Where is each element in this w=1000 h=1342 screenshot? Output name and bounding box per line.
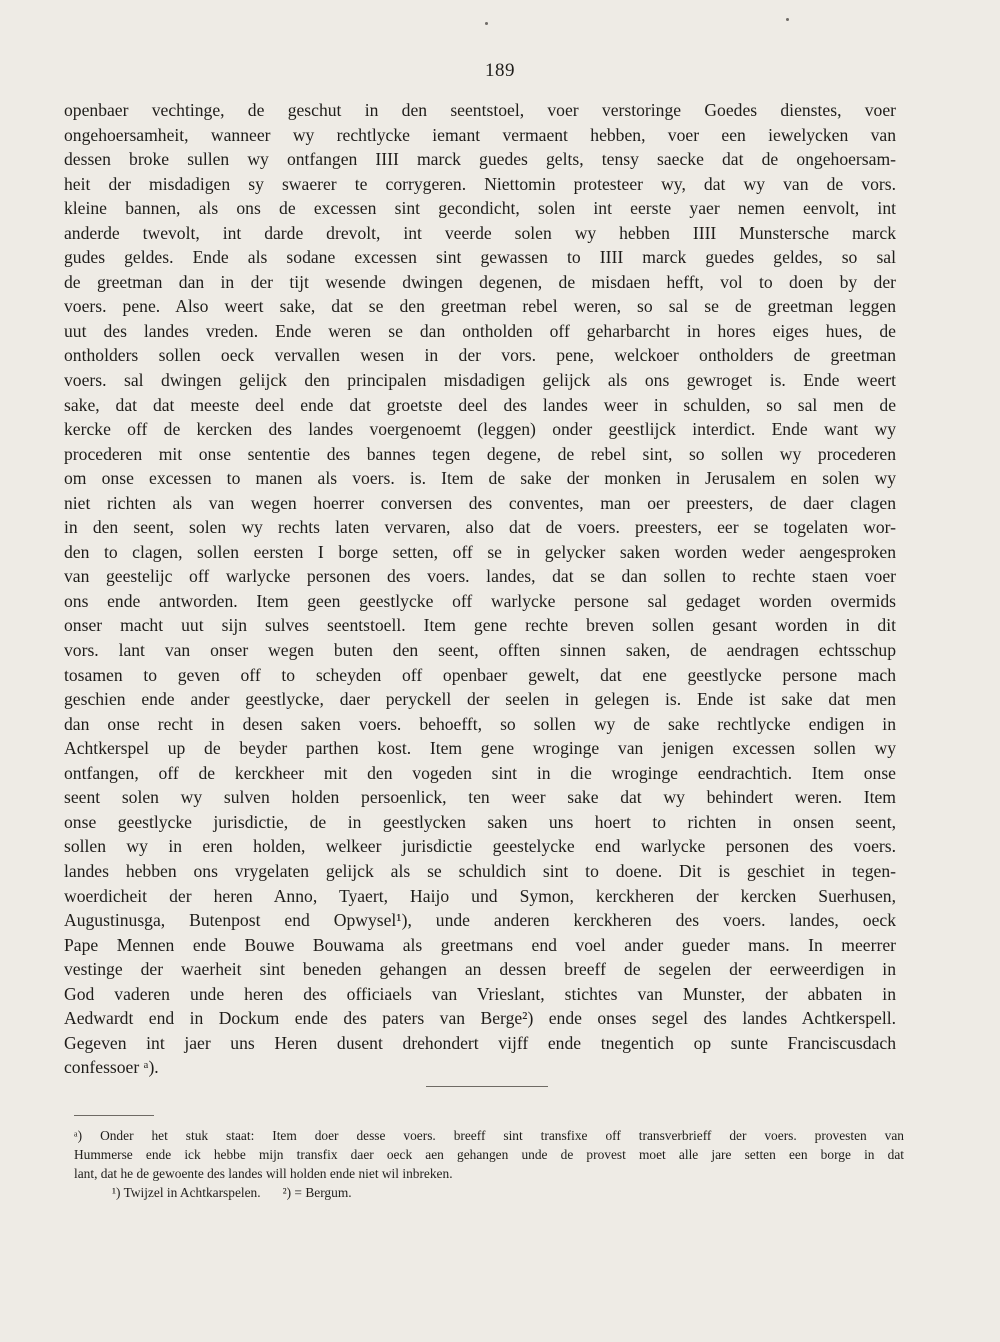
text-line: voers. pene. Also weert sake, dat se den greetman rebel weren, so sal se de greetman leggen: [64, 296, 896, 317]
text-line: uut des landes vreden. Ende weren se dan ontholden off geharbarcht in hores eiges hues, de: [64, 320, 896, 341]
text-line: confessoer ᵃ).: [64, 1057, 159, 1078]
text-line: landes hebben ons vrygelaten gelijck als se schuldich sint to doene. Dit is geschiet in tegen-: [64, 860, 896, 881]
text-line: gudes geldes. Ende als sodane excessen sint gewassen to IIII marck guedes geldes, so sal: [64, 247, 896, 268]
text-line: ontholders sollen oeck vervallen wesen in der vors. pene, welckoer ontholders de greetman: [64, 345, 896, 366]
text-line: kercke off de kercken des landes voergenoemt (leggen) onder geestlijck interdict. Ende want wy: [64, 419, 896, 440]
printing-speck: [485, 22, 488, 25]
printing-speck: [786, 18, 789, 21]
footnote-divider: [74, 1115, 154, 1116]
text-line: woerdicheit der heren Anno, Tyaert, Haijo und Symon, kerckheren der kercken Suerhusen,: [64, 885, 896, 906]
text-line: de greetman dan in der tijt wesende dwingen degenen, de misdaen hefft, vol to doen by der: [64, 271, 896, 292]
text-line: niet richten als van wegen hoerrer conversen des conventes, man oer preesters, de daer clagen: [64, 492, 896, 513]
text-line: dan onse recht in desen saken voers. behoefft, so sollen wy de sake rechtlycke endigen in: [64, 713, 896, 734]
text-line: Aedwardt end in Dockum ende des paters van Berge²) ende onses segel des landes Achtkerspell.: [64, 1008, 896, 1029]
text-line: procederen mit onse sententie des bannes tegen degene, de rebel sint, so sollen wy procederen: [64, 443, 896, 464]
text-line: Pape Mennen ende Bouwe Bouwama als greetmans end voel ander gueder mans. In meerrer: [64, 934, 896, 955]
text-line: heit der misdadigen sy swaerer te corrygeren. Niettomin protesteer wy, dat wy van de vors.: [64, 173, 896, 194]
text-line: dessen broke sullen wy ontfangen IIII marck guedes gelts, tensy saecke dat de ongehoersam-: [64, 149, 896, 170]
footnote-2: ²) = Bergum.: [282, 1185, 352, 1200]
text-line: onse geestlycke jurisdictie, de in geestlycken saken uns hoert to richten in onsen seent,: [64, 811, 896, 832]
text-line: sollen wy in eren holden, welkeer jurisdictie geestelycke end warlycke personen des voers.: [64, 836, 896, 857]
footnotes: [74, 1126, 904, 1202]
text-line: God vaderen unde heren des officiaels van Vrieslant, stichtes van Munster, der abbaten in: [64, 983, 896, 1004]
text-line: voers. sal dwingen gelijck den principalen misdadigen gelijck als ons gewroget is. Ende weert: [64, 370, 896, 391]
footnote-1: ¹) Twijzel in Achtkarspelen.: [112, 1185, 261, 1200]
body-text: [64, 98, 896, 1080]
text-line: openbaer vechtinge, de geschut in den seentstoel, voer verstoringe Goedes dienstes, voer: [64, 100, 896, 120]
text-line: onser macht uut sijn sulves seentstoell. Item gene rechte breven sollen gesant worden in dit: [64, 615, 896, 636]
text-line: in den seent, solen wy rechts laten vervaren, also dat de voers. preesters, eer se togelaten wor-: [64, 517, 896, 538]
text-line: geschien ende ander geestlycke, daer peryckell der seelen in gelegen is. Ende ist sake dat men: [64, 689, 896, 710]
footnote-a-line: Hummerse ende ick hebbe mijn transfix daer oeck aen gehangen unde de provest moet alle jare setten een borge in dat: [74, 1147, 904, 1162]
text-line: ons ende antworden. Item geen geestlycke off warlycke persone sal gedaget worden overmids: [64, 590, 896, 611]
text-line: Gegeven int jaer uns Heren dusent drehondert vijff ende tnegentich op sunte Franciscusdach: [64, 1032, 896, 1053]
text-line: sake, dat dat meeste deel ende dat groetste deel des landes weer in schulden, so sal men de: [64, 394, 896, 415]
text-line: vors. lant van onser wegen buten den seent, offten sinnen saken, de aendragen echtsschup: [64, 640, 896, 661]
text-line: vestinge der waerheit sint beneden gehangen an dessen breeff de segelen der eerweerdigen in: [64, 959, 896, 980]
page-number: 189: [485, 60, 515, 81]
section-divider: [426, 1086, 548, 1087]
text-line: seent solen wy sulven holden persoenlick, ten weer sake dat wy behindert weren. Item: [64, 787, 896, 808]
footnote-a-line: ᵃ) Onder het stuk staat: Item doer desse voers. breeff sint transfixe off transverbrieff der voers. provesten van: [74, 1128, 904, 1143]
text-line: den to clagen, sollen eersten I borge setten, off se in gelycker saken worden weder aengesproken: [64, 541, 896, 562]
text-line: ontfangen, off de kerckheer mit den vogeden sint in die wroginge eendrachtich. Item onse: [64, 762, 896, 783]
text-line: Achtkerspel up de beyder parthen kost. Item gene wroginge van jenigen excessen sollen wy: [64, 738, 896, 759]
footnote-numbered-line: [74, 1183, 904, 1202]
text-line: Augustinusga, Butenpost end Opwysel¹), unde anderen kerckheren des voers. landes, oeck: [64, 910, 896, 931]
footnote-a-line: lant, dat he de gewoente des landes will holden ende niet wil inbreken.: [74, 1166, 453, 1181]
text-line: tosamen to geven off to scheyden off openbaer gewelt, dat ene geestlycke persone mach: [64, 664, 896, 685]
text-line: kleine bannen, als ons de excessen sint gecondicht, solen int eerste yaer nemen eenvolt, int: [64, 198, 896, 219]
text-line: om onse excessen to manen als voers. is. Item de sake der monken in Jerusalem en solen wy: [64, 468, 896, 489]
text-line: ongehoersamheit, wanneer wy rechtlycke iemant vermaent hebben, voer een iewelycken van: [64, 124, 896, 145]
text-line: van geestelijc off warlycke personen des voers. landes, dat se dan sollen to rechte staen voer: [64, 566, 896, 587]
text-line: anderde twevolt, int darde drevolt, int veerde solen wy hebben IIII Munstersche marck: [64, 222, 896, 243]
